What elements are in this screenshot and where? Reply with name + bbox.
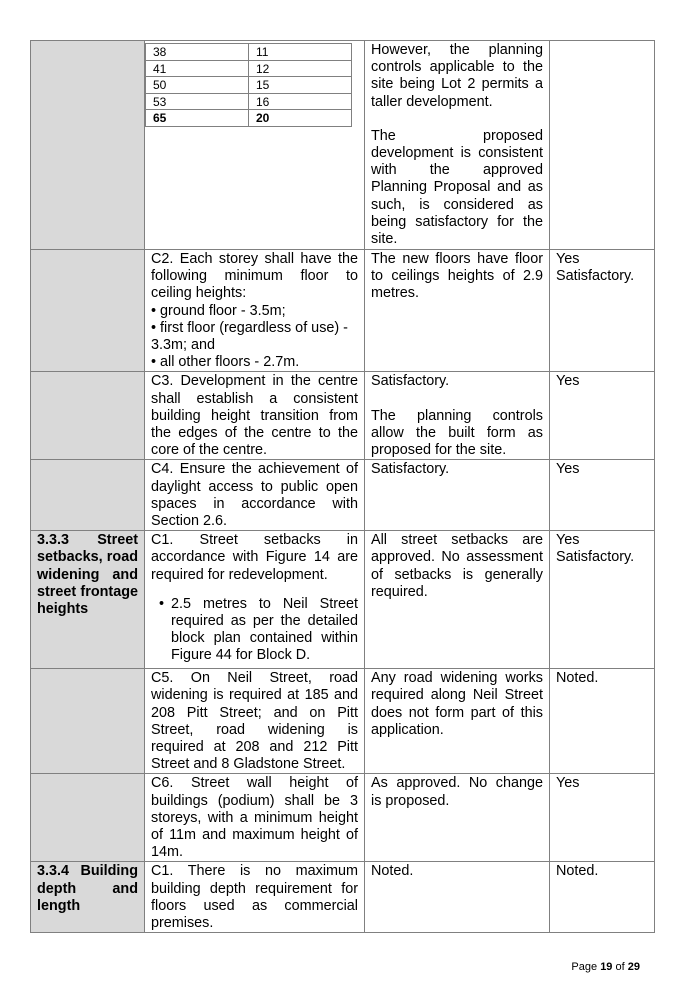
section-heading: 3.3.3 Street setbacks, road widening and street frontage heights — [37, 532, 138, 618]
control-cell — [145, 669, 365, 774]
height-cell: 41 — [146, 60, 249, 77]
assessment-cell — [365, 774, 550, 862]
compliance-table — [30, 40, 655, 933]
control-text: C6. Street wall height of buildings (podium) shall be 3 storeys, with a minimum height of 11m and maximum height of 14m. — [151, 775, 358, 861]
height-storey-table — [145, 43, 352, 127]
compliance-cell — [550, 862, 655, 933]
compliance-text: Satisfactory. — [556, 268, 635, 285]
control-text: C4. Ensure the achievement of daylight access to public open spaces in accordance with Section 2.6. — [151, 461, 358, 530]
compliance-text: Yes — [556, 251, 580, 267]
assessment-text: Any road widening works required along Neil Street does not form part of this application. — [371, 670, 543, 738]
control-cell — [145, 250, 365, 372]
compliance-cell — [550, 250, 655, 372]
section-cell — [31, 669, 145, 774]
storeys-cell: 12 — [249, 60, 352, 77]
assessment-text: Satisfactory. — [371, 373, 450, 390]
assessment-text: However, the planning controls applicable to the site being Lot 2 permits a taller development. — [371, 42, 543, 110]
storeys-cell: 16 — [249, 93, 352, 110]
table-row — [31, 460, 655, 531]
section-cell — [31, 531, 145, 669]
compliance-cell — [550, 372, 655, 460]
assessment-text: The planning controls allow the built form as proposed for the site. — [371, 407, 543, 459]
assessment-cell — [365, 250, 550, 372]
table-row — [31, 250, 655, 372]
page-word: Page — [571, 961, 598, 973]
height-cell: 53 — [146, 93, 249, 110]
compliance-cell — [550, 669, 655, 774]
assessment-cell — [365, 372, 550, 460]
assessment-text: Noted. — [371, 863, 414, 880]
control-bullet: • all other floors - 2.7m. — [151, 354, 300, 371]
control-text: C1. Street setbacks in accordance with Figure 14 are required for redevelopment. — [151, 532, 358, 583]
assessment-cell — [365, 41, 550, 250]
compliance-cell — [550, 774, 655, 862]
table-row — [31, 531, 655, 669]
compliance-text: Yes — [556, 373, 580, 390]
control-text: C2. Each storey shall have the following minimum floor to ceiling heights: — [151, 251, 358, 302]
inner-row — [146, 77, 352, 94]
control-cell — [145, 460, 365, 531]
table-row — [31, 774, 655, 862]
table-row — [31, 372, 655, 460]
assessment-text: As approved. No change is proposed. — [371, 775, 543, 809]
storeys-cell: 11 — [249, 44, 352, 61]
compliance-cell — [550, 41, 655, 250]
section-cell — [31, 41, 145, 250]
assessment-cell — [365, 862, 550, 933]
compliance-text: Yes — [556, 532, 580, 549]
height-cell: 50 — [146, 77, 249, 94]
assessment-text: Satisfactory. — [371, 461, 450, 478]
section-cell — [31, 460, 145, 531]
storeys-cell: 20 — [249, 110, 352, 127]
control-cell — [145, 862, 365, 933]
assessment-text: The proposed development is consistent with the approved Planning Proposal and as such, is considered as being satisfactory for the site. — [371, 127, 543, 248]
compliance-text: Yes — [556, 461, 580, 478]
table-row — [31, 862, 655, 933]
section-heading: 3.3.4 Building depth and length — [37, 863, 138, 914]
assessment-cell — [365, 460, 550, 531]
control-bullet: • first floor (regardless of use) - 3.3m; and — [151, 319, 348, 354]
assessment-cell — [365, 669, 550, 774]
inner-row — [146, 44, 352, 61]
section-cell — [31, 372, 145, 460]
page-total: 29 — [627, 961, 640, 973]
compliance-cell — [550, 531, 655, 669]
page-number: 19 — [600, 961, 613, 973]
compliance-text: Noted. — [556, 863, 599, 880]
control-bullet: • 2.5 metres to Neil Street required as per the detailed block plan contained within Figure 44 for Block D. — [171, 596, 358, 665]
section-cell — [31, 250, 145, 372]
assessment-text: The new floors have floor to ceilings heights of 2.9 metres. — [371, 251, 543, 302]
compliance-text: Satisfactory. — [556, 549, 635, 566]
assessment-text: All street setbacks are approved. No assessment of setbacks is generally required. — [371, 532, 543, 600]
table-row — [31, 41, 655, 250]
assessment-cell — [365, 531, 550, 669]
control-cell — [145, 774, 365, 862]
inner-row-total — [146, 110, 352, 127]
inner-row — [146, 60, 352, 77]
control-bullet-list — [151, 596, 358, 665]
table-row — [31, 669, 655, 774]
control-text: C3. Development in the centre shall establish a consistent building height transition from the edges of the centre to the core of the centre. — [151, 373, 358, 459]
control-cell — [145, 41, 365, 250]
section-cell — [31, 862, 145, 933]
control-text: C5. On Neil Street, road widening is required at 185 and 208 Pitt Street; and on Pitt Street, road widening is required at 208 and 212 Pitt Street and 8 Gladstone Street. — [151, 670, 358, 773]
height-cell: 65 — [146, 110, 249, 127]
section-cell — [31, 774, 145, 862]
compliance-text: Noted. — [556, 670, 599, 687]
control-bullet: • ground floor - 3.5m; — [151, 302, 286, 319]
of-word: of — [615, 961, 625, 973]
storeys-cell: 15 — [249, 77, 352, 94]
compliance-cell — [550, 460, 655, 531]
control-text: C1. There is no maximum building depth requirement for floors used as commercial premises. — [151, 863, 358, 932]
control-cell — [145, 531, 365, 669]
height-cell: 38 — [146, 44, 249, 61]
control-cell — [145, 372, 365, 460]
inner-row — [146, 93, 352, 110]
page-footer — [571, 961, 640, 973]
compliance-text: Yes — [556, 775, 580, 792]
